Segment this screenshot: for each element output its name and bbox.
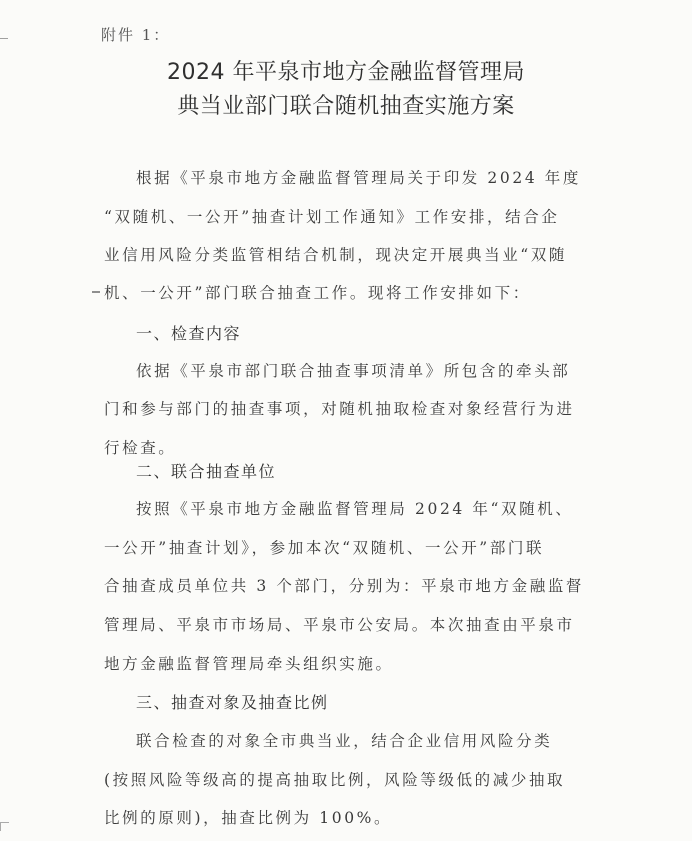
section-3-line-3: 比例的原则)，抽查比例为 100%。 (104, 809, 393, 827)
section-3-line-2: (按照风险等级高的提高抽取比例，风险等级低的减少抽取 (104, 771, 566, 789)
section-1-line-2: 门和参与部门的抽查事项，对随机抽取检查对象经营行为进 (104, 400, 575, 418)
intro-line-1: 根据《平泉市地方金融监督管理局关于印发 2024 年度 (136, 169, 582, 187)
intro-line-4: 机、一公开”部门联合抽查工作。现将工作安排如下： (104, 284, 531, 302)
scan-smudge (92, 291, 100, 293)
scan-mark (0, 38, 8, 39)
section-1-line-3: 行检查。 (104, 439, 177, 457)
section-2-line-4: 管理局、平泉市市场局、平泉市公安局。本次抽查由平泉市 (104, 616, 575, 634)
section-2-line-3: 合抽查成员单位共 3 个部门，分别为：平泉市地方金融监督 (104, 577, 585, 595)
section-heading-joint-units: 二、联合抽查单位 (136, 462, 277, 481)
section-2-line-1: 按照《平泉市地方金融监督管理局 2024 年“双随机、 (136, 500, 574, 518)
section-2-line-5: 地方金融监督管理局牵头组织实施。 (104, 655, 394, 673)
section-heading-inspection-content: 一、检查内容 (136, 324, 242, 343)
intro-line-3: 业信用风险分类监管相结合机制，现决定开展典当业“双随 (104, 246, 568, 264)
section-2-line-2: 一公开”抽查计划》，参加本次“双随机、一公开”部门联 (104, 539, 545, 557)
document-title-line-1: 2024 年平泉市地方金融监督管理局 (167, 60, 525, 85)
document-title-line-2: 典当业部门联合随机抽查实施方案 (177, 94, 515, 119)
section-heading-targets-ratio: 三、抽查对象及抽查比例 (136, 693, 329, 712)
section-3-line-1: 联合检查的对象全市典当业，结合企业信用风险分类 (136, 732, 553, 750)
intro-line-2: “双随机、一公开”抽查计划工作通知》工作安排，结合企 (104, 208, 560, 226)
annex-label: 附件 1： (101, 26, 171, 44)
scan-corner-mark (0, 822, 9, 831)
section-1-line-1: 依据《平泉市部门联合抽查事项清单》所包含的牵头部 (136, 362, 571, 380)
